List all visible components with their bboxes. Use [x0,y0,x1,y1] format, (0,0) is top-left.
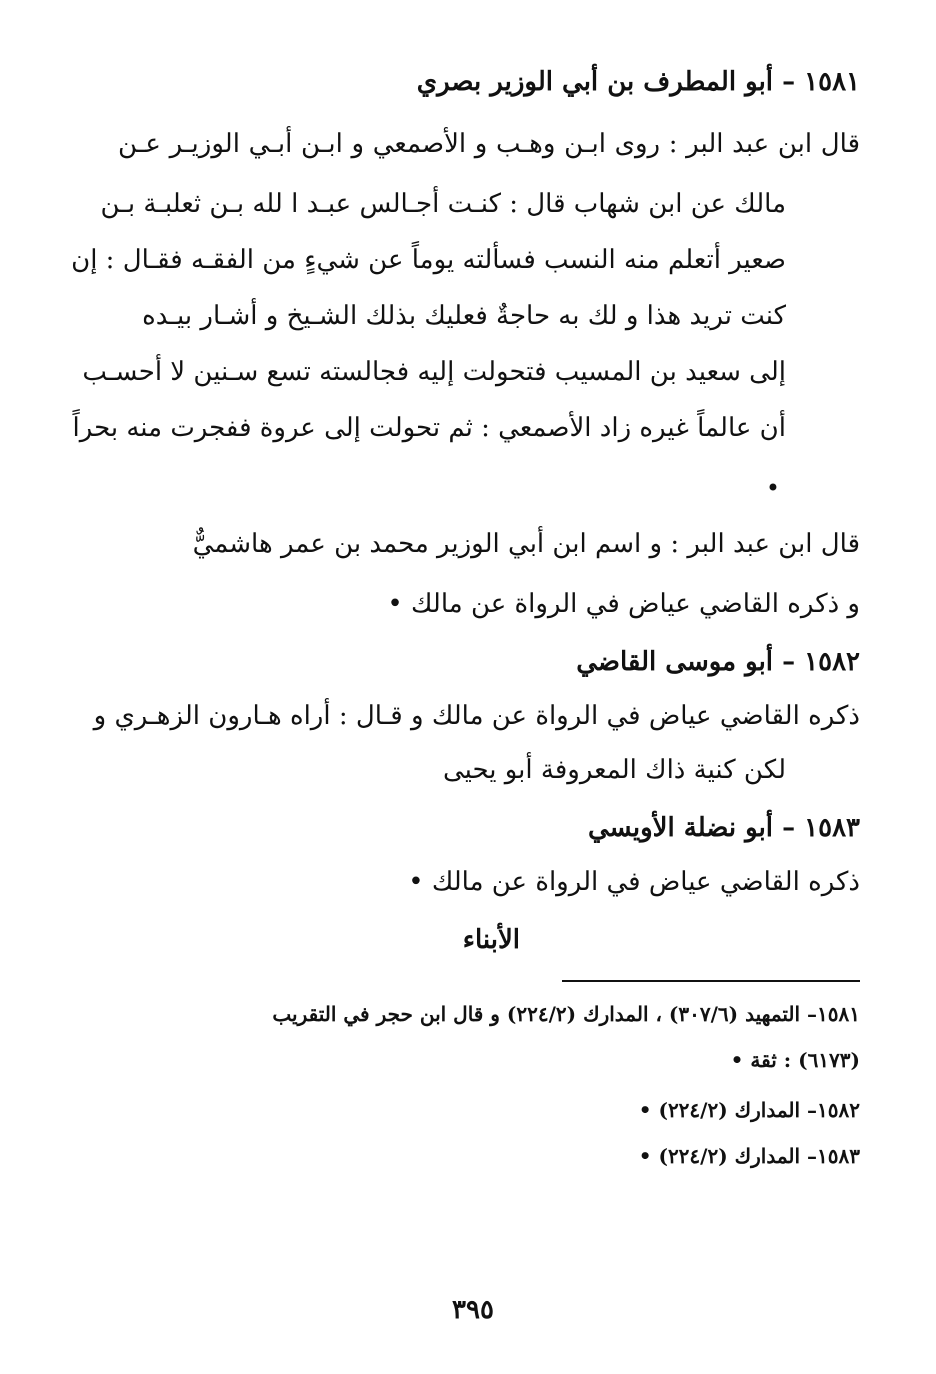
page-number: ٣٩٥ [452,1295,494,1325]
entry-1581-line-5: إلى سعيد بن المسيب فتحولت إليه فجالسته تسع سـنين لا أحسـب [82,357,786,387]
footnote-1581-line-2: (٦١٧٣) : ثقة • [730,1048,860,1072]
footnote-separator [562,980,860,982]
entry-1581-line-4: كنت تريد هذا و لك به حاجةٌ فعليك بذلك الشـيخ و أشـار بيـده [142,301,786,331]
section-heading: الأبناء [462,925,520,955]
entry-1581-line-1: قال ابن عبد البر : روى ابـن وهـب و الأصمعي و ابـن أبـي الوزيـر عـن [118,129,860,159]
entry-1582-title: ١٥٨٢ – أبو موسى القاضي [576,647,860,677]
entry-1581-note-line-1: قال ابن عبد البر : و اسم ابن أبي الوزير محمد بن عمر هاشميٌّ [192,529,860,559]
entry-1583-title: ١٥٨٣ – أبو نضلة الأويسي [588,813,860,843]
entry-1581-line-6: أن عالماً غيره زاد الأصمعي : ثم تحولت إلى عروة ففجرت منه بحراً [72,413,786,443]
entry-1583-line-1: ذكره القاضي عياض في الرواة عن مالك • [408,867,860,897]
entry-1581-note-line-2: و ذكره القاضي عياض في الرواة عن مالك • [387,589,860,619]
entry-1582-line-1: ذكره القاضي عياض في الرواة عن مالك و قـال : أراه هـارون الزهـري و [93,701,860,731]
entry-1581-closing-period: • [765,474,780,502]
footnote-1583: ١٥٨٣– المدارك (٢٢٤/٢) • [638,1144,860,1168]
entry-1581-title: ١٥٨١ – أبو المطرف بن أبي الوزير بصري [416,67,860,97]
entry-1582-line-2: لكن كنية ذاك المعروفة أبو يحيى [442,755,786,785]
entry-1581-line-2: مالك عن ابن شهاب قال : كنـت أجـالس عبـد ا لله بـن ثعلبـة بـن [100,189,786,219]
footnote-1582: ١٥٨٢– المدارك (٢٢٤/٢) • [638,1098,860,1122]
entry-1581-line-3: صعير أتعلم منه النسب فسألته يوماً عن شيءٍ من الفقـه فقـال : إن [71,245,786,275]
footnote-1581-line-1: ١٥٨١– التمهيد (٣٠٧/٦) ، المدارك (٢٢٤/٢) و قال ابن حجر في التقريب [272,1002,860,1026]
